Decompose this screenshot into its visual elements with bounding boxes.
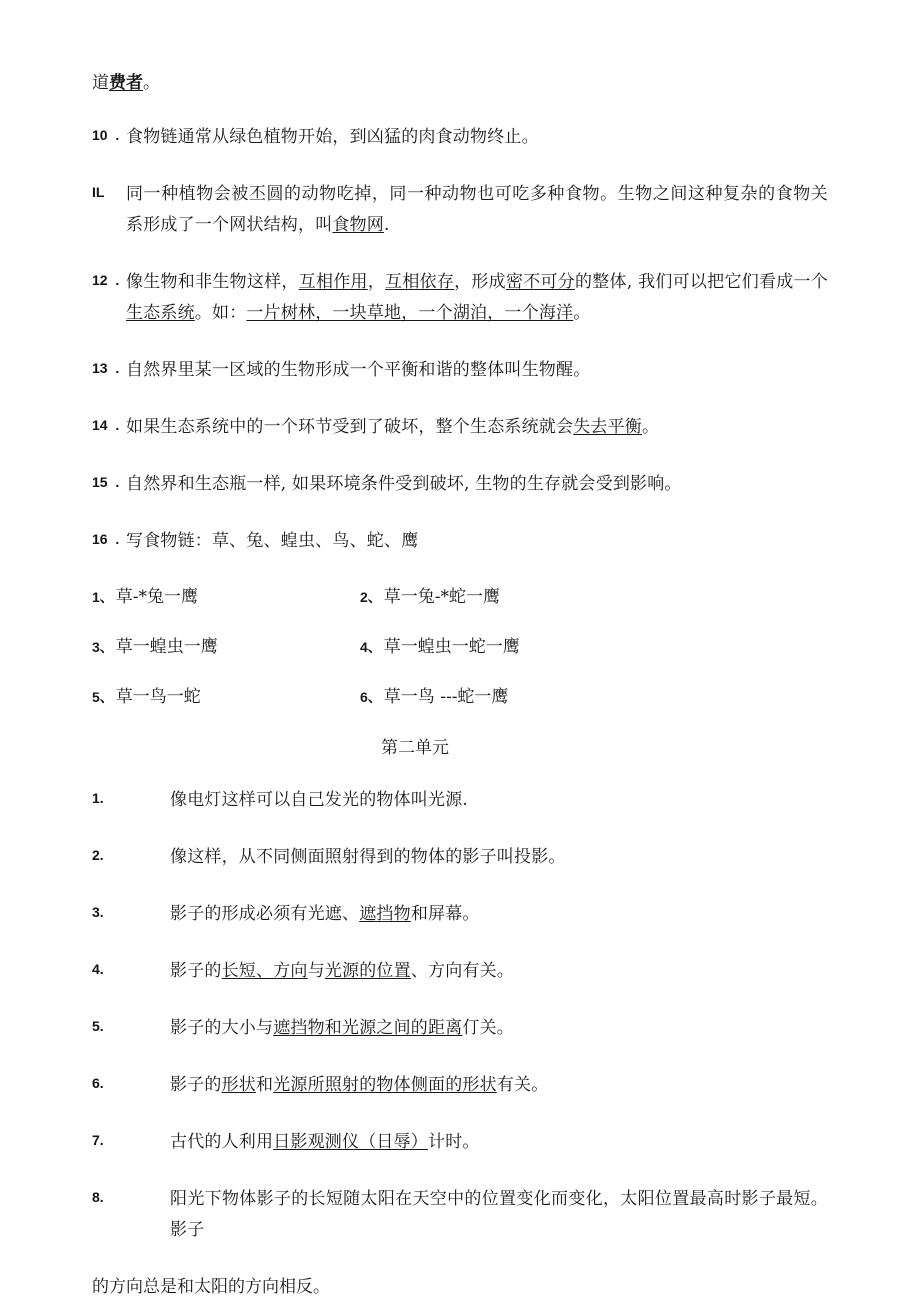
item-text (170, 842, 828, 873)
food-chain-text: 草一鸟一蛇 (115, 687, 201, 707)
food-chain-index: 2、 (360, 589, 382, 605)
item-text (170, 956, 828, 987)
item-number: 6. (92, 1075, 104, 1091)
food-chain-index: 4、 (360, 639, 382, 655)
food-chain-item (92, 683, 360, 711)
plain-text: 食物链通常从绿色植物开始，到凶猛的肉食动物终止。 (126, 127, 539, 147)
item-text (170, 1127, 828, 1158)
numbered-item (92, 1013, 828, 1044)
underlined-term: 长短、方向 (221, 961, 308, 981)
numbered-item (92, 1184, 828, 1246)
plain-text: 如果生态系统中的一个环节受到了破坏，整个生态系统就会 (126, 417, 574, 437)
trailing-line: 的方向总是和太阳的方向相反。 (92, 1277, 330, 1297)
food-chain-index: 3、 (92, 639, 114, 655)
section-two (92, 733, 828, 1301)
plain-text: 自然界里某一区域的生物形成一个平衡和谐的整体叫生物醒。 (126, 360, 591, 380)
underlined-term: 互相作用 (298, 272, 368, 292)
food-chain-index: 5、 (92, 689, 114, 705)
numbered-item (92, 842, 828, 873)
item-number: 5. (92, 1018, 104, 1034)
food-chain-index: 1、 (92, 589, 114, 605)
food-chain-row (92, 633, 828, 661)
plain-text: ， (367, 272, 386, 292)
underlined-term: 生态系统 (126, 303, 195, 323)
carryover-fragment (92, 70, 828, 96)
food-chain-item (360, 683, 828, 711)
food-chain-row (92, 683, 828, 711)
item-text (126, 412, 828, 443)
plain-text: 。 (642, 417, 660, 437)
item-number: 1. (92, 790, 104, 806)
plain-text: 有关。 (496, 1075, 549, 1095)
section-one (92, 122, 828, 711)
numbered-item (92, 526, 828, 557)
item-text (170, 1013, 828, 1044)
food-chain-item (360, 633, 828, 661)
underlined-term: 失去平衡 (573, 417, 643, 437)
underlined-term: 日影观测仪（日辱） (273, 1132, 429, 1152)
underlined-term: 互相依存 (385, 272, 455, 292)
carryover-tail: 。 (143, 73, 160, 93)
food-chain-item (92, 583, 360, 611)
plain-text: 写食物链：草、兔、蝗虫、鸟、蛇、鹰 (126, 531, 419, 551)
food-chain-row (92, 583, 828, 611)
numbered-item (92, 785, 828, 816)
plain-text: 和屏幕。 (410, 904, 480, 924)
underlined-term: 遮挡物和光源之间的距离 (273, 1018, 463, 1038)
plain-text: 。 (573, 303, 591, 323)
numbered-item (92, 469, 828, 500)
plain-text: 与 (307, 961, 325, 981)
food-chain-text: 草一鸟 ---蛇一鹰 (383, 687, 509, 707)
item-text (126, 355, 828, 386)
numbered-item (92, 267, 828, 329)
numbered-item (92, 1127, 828, 1158)
underlined-term: 食物网 (332, 215, 385, 235)
food-chain-item (360, 583, 828, 611)
numbered-item (92, 956, 828, 987)
plain-text: 古代的人利用 (170, 1132, 274, 1152)
numbered-item (92, 355, 828, 386)
item-text (170, 785, 828, 816)
item-text (126, 469, 828, 500)
item-text (170, 1184, 828, 1246)
plain-text: 影子的大小与 (170, 1018, 274, 1038)
carryover-lead: 道 (92, 73, 109, 93)
plain-text: 影子的形成必须有光遮、 (170, 904, 360, 924)
item-text (126, 122, 828, 153)
underlined-term: 遮挡物 (359, 904, 411, 924)
plain-text: . (384, 215, 390, 235)
underlined-term: 光源所照射的物体侧面的形状 (273, 1075, 497, 1095)
numbered-item (92, 122, 828, 153)
numbered-item (92, 412, 828, 443)
item-number: 14 . (92, 417, 120, 433)
underlined-term: 光源的位置 (324, 961, 411, 981)
food-chain-answers (92, 583, 828, 711)
plain-text: 。如： (194, 303, 247, 323)
item-text (170, 899, 828, 930)
plain-text: 阳光下物体影子的长短随太阳在天空中的位置变化而变化，太阳位置最高时影子最短。影子 (170, 1189, 828, 1240)
item-number: 15 . (92, 474, 120, 490)
underlined-term: 密不可分 (505, 272, 576, 292)
item-number: 4. (92, 961, 104, 977)
item-number: 10 . (92, 127, 120, 143)
item-number: 3. (92, 904, 104, 920)
food-chain-text: 草一蝗虫一鹰 (115, 637, 218, 657)
underlined-term: 形状 (221, 1075, 257, 1095)
plain-text: 像这样，从不同侧面照射得到的物体的影子叫投影。 (170, 847, 566, 867)
item-number: 16 . (92, 531, 120, 547)
item-text (170, 1070, 828, 1101)
underlined-term: 一片树林，一块草地，一个湖泊，一个海洋 (246, 303, 574, 323)
plain-text: 影子的 (170, 1075, 222, 1095)
food-chain-text: 草一兔-*蛇一鹰 (383, 587, 501, 607)
carryover-emphasis: 费者 (109, 73, 143, 93)
plain-text: 仃关。 (462, 1018, 515, 1038)
unit-heading: 第二单元 (381, 738, 449, 758)
item-number: 13 . (92, 360, 120, 376)
food-chain-index: 6、 (360, 689, 382, 705)
plain-text: 计时。 (428, 1132, 480, 1152)
item-number: 8. (92, 1189, 104, 1205)
item-text (126, 179, 828, 241)
food-chain-item (92, 633, 360, 661)
item-number: 2. (92, 847, 104, 863)
item-number: IL (92, 184, 105, 200)
plain-text: 影子的 (170, 961, 222, 981)
numbered-item (92, 1070, 828, 1101)
item-number: 7. (92, 1132, 104, 1148)
food-chain-text: 草一蝗虫一蛇一鹰 (383, 637, 520, 657)
plain-text: 同一种植物会被丕圆的动物吃掉，同一种动物也可吃多种食物。生物之间这种复杂的食物关系形成了一个网状结构，叫 (126, 184, 828, 235)
item-number: 12 . (92, 272, 120, 288)
numbered-item (92, 899, 828, 930)
food-chain-text: 草-*兔一鹰 (115, 587, 199, 607)
plain-text: 自然界和生态瓶一样, 如果环境条件受到破坏, 生物的生存就会受到影响。 (126, 474, 682, 494)
numbered-item (92, 179, 828, 241)
plain-text: 的整体, 我们可以把它们看成一个 (575, 272, 828, 292)
plain-text: 像生物和非生物这样， (126, 272, 299, 292)
plain-text: 和 (256, 1075, 274, 1095)
plain-text: ，形成 (454, 272, 506, 292)
item-text (126, 526, 828, 557)
plain-text: 、方向有关。 (410, 961, 515, 981)
plain-text: 像电灯这样可以自己发光的物体叫光源. (170, 790, 469, 810)
item-text (126, 267, 828, 329)
